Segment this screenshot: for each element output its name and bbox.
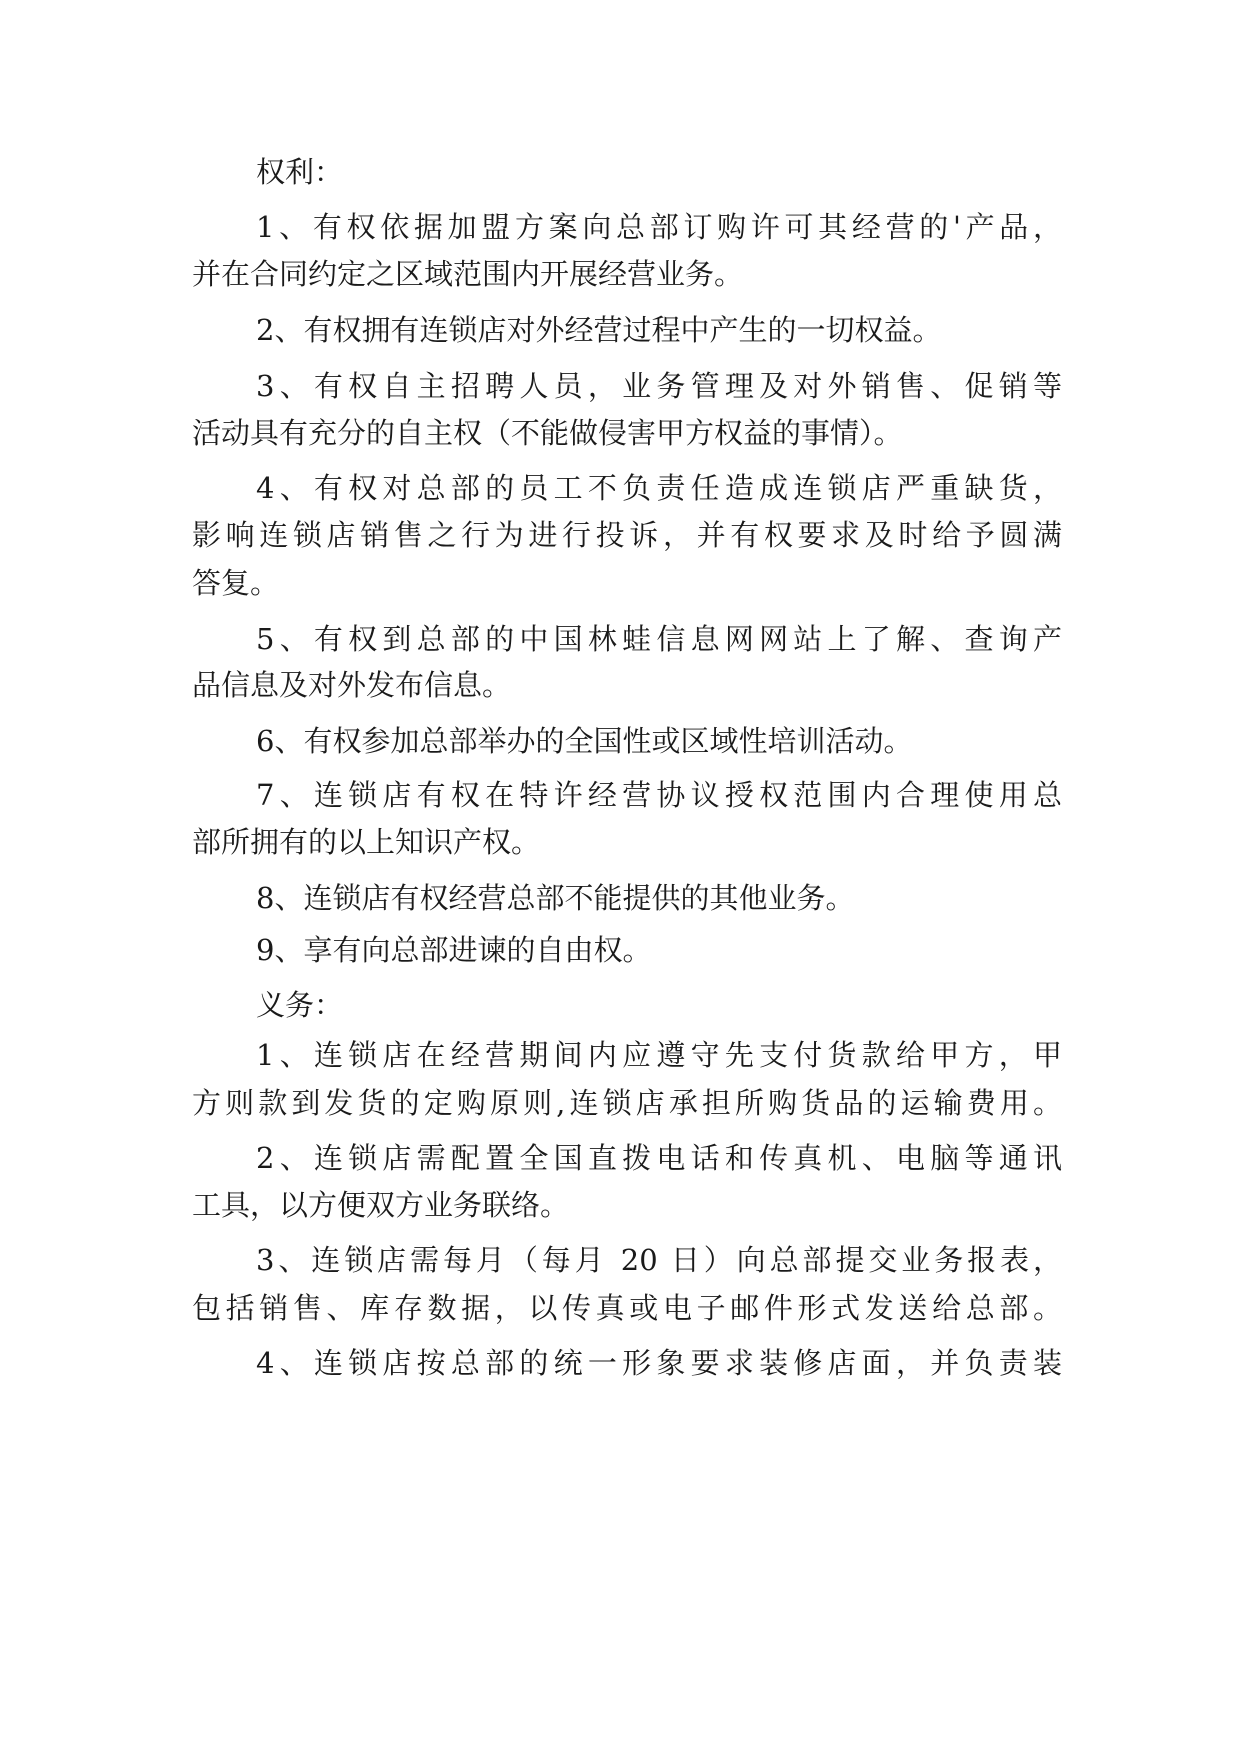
text-line: 并在合同约定之区域范围内开展经营业务。 [192,257,744,291]
text-line: 1、连锁店在经营期间内应遵守先支付货款给甲方，甲 [256,1038,1062,1072]
text-line: 1、有权依据加盟方案向总部订购许可其经营的'产品， [256,210,1062,244]
text-line: 影响连锁店销售之行为进行投诉，并有权要求及时给予圆满 [192,518,1062,552]
text-line: 6、有权参加总部举办的全国性或区域性培训活动。 [256,724,913,758]
text-line: 3、连锁店需每月（每月 20 日）向总部提交业务报表， [256,1243,1062,1277]
text-line: 5、有权到总部的中国林蛙信息网网站上了解、查询产 [256,622,1062,656]
text-line: 方则款到发货的定购原则,连锁店承担所购货品的运输费用。 [192,1086,1062,1120]
text-line: 8、连锁店有权经营总部不能提供的其他业务。 [256,881,855,915]
text-line: 2、连锁店需配置全国直拨电话和传真机、电脑等通讯 [256,1141,1062,1175]
text-line: 品信息及对外发布信息。 [192,668,512,702]
text-line: 义务： [256,988,344,1022]
text-line: 活动具有充分的自主权（不能做侵害甲方权益的事情）。 [192,416,903,450]
text-line: 工具，以方便双方业务联络。 [192,1188,570,1222]
text-line: 2、有权拥有连锁店对外经营过程中产生的一切权益。 [256,313,942,347]
text-line: 4、连锁店按总部的统一形象要求装修店面，并负责装 [256,1346,1062,1380]
text-line: 权利： [256,155,344,189]
text-line: 包括销售、库存数据，以传真或电子邮件形式发送给总部。 [192,1291,1062,1325]
text-line: 3、有权自主招聘人员，业务管理及对外销售、促销等 [256,369,1062,403]
text-line: 9、享有向总部进谏的自由权。 [256,933,652,967]
text-line: 7、连锁店有权在特许经营协议授权范围内合理使用总 [256,778,1062,812]
text-line: 答复。 [192,566,280,600]
text-line: 部所拥有的以上知识产权。 [192,825,541,859]
text-line: 4、有权对总部的员工不负责任造成连锁店严重缺货， [256,471,1062,505]
